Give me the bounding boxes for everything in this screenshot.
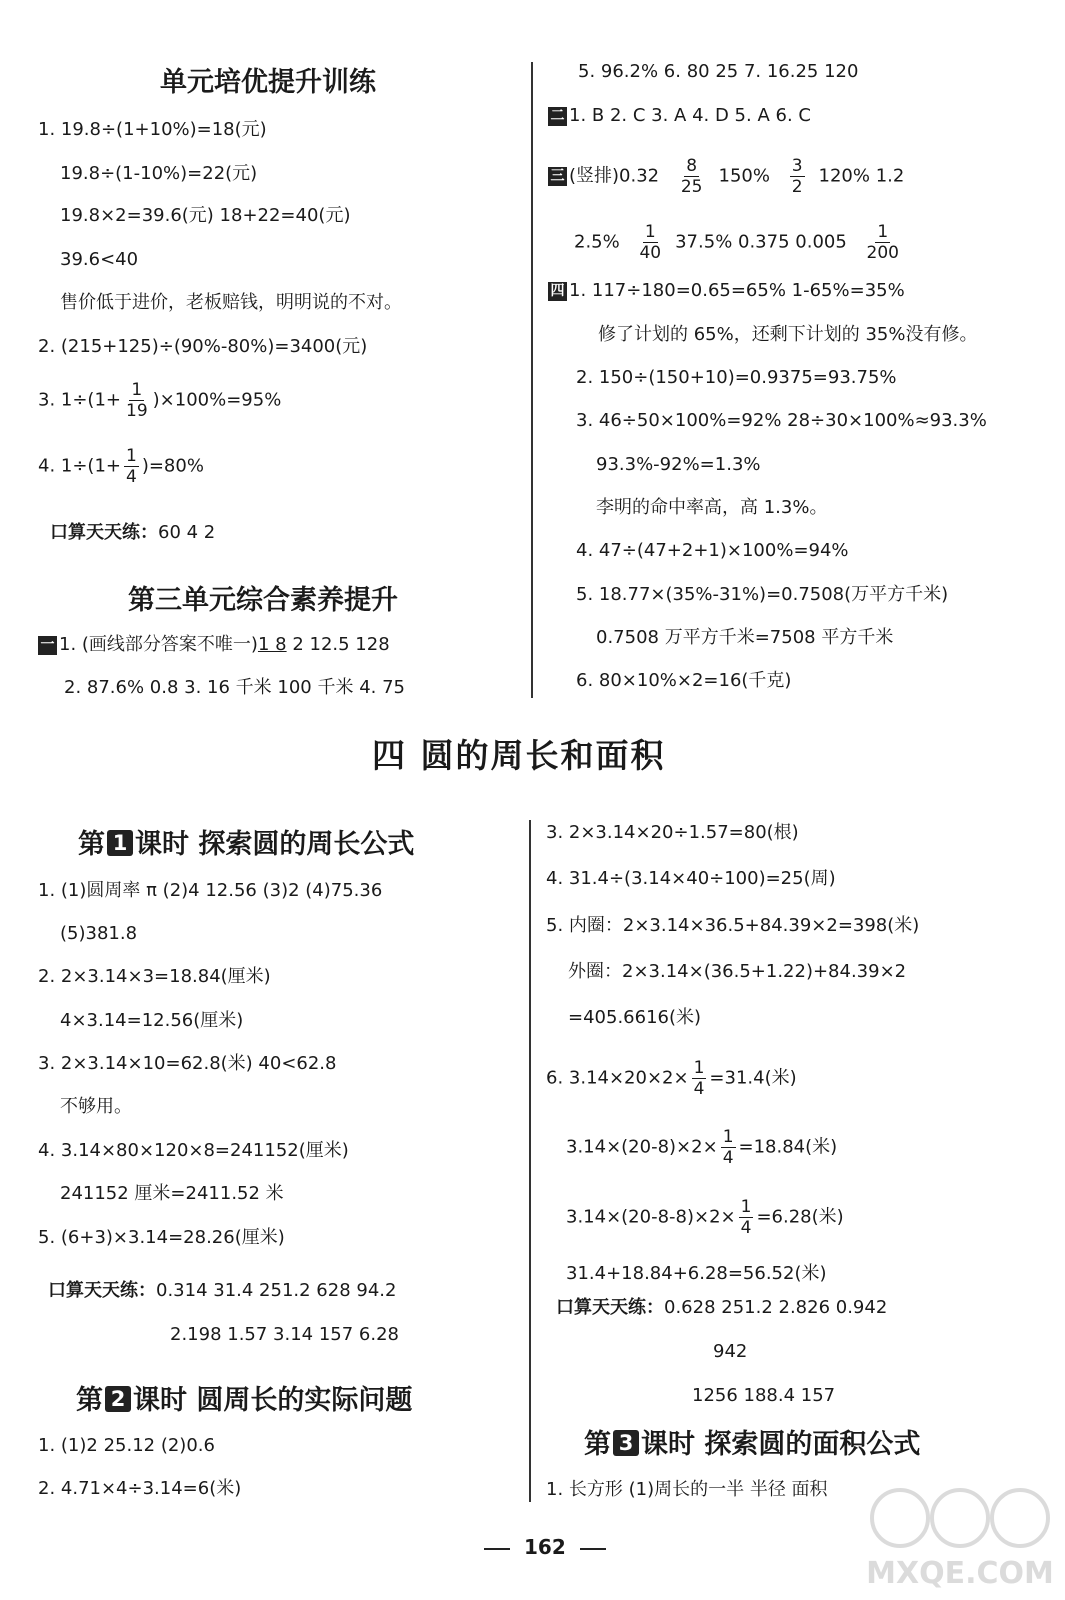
answer-line: 四 1. 117÷180=0.65=65% 1-65%=35% [548, 279, 905, 303]
answer-line-fraction: 6. 3.14×20×2× $\frac{1}{4}$ =31.4(米) [546, 1058, 797, 1099]
answer-line: 4. 3.14×80×120×8=241152(厘米) [38, 1140, 349, 1161]
answer-line-fraction: 3.14×(20-8)×2× $\frac{1}{4}$ =18.84(米) [566, 1127, 838, 1168]
fraction: $\frac{3}{2}$ [791, 156, 803, 197]
answer-line: 5. (6+3)×3.14=28.26(厘米) [38, 1227, 285, 1248]
answer-line: 4. 31.4÷(3.14×40÷100)=25(周) [546, 868, 836, 889]
lesson-title-2: 第 2 课时 圆周长的实际问题 [76, 1385, 413, 1416]
answer-line: 1. 19.8÷(1+10%)=18(元) [38, 119, 267, 140]
answer-line: 一 1. (画线部分答案不唯一)1 8 2 12.5 128 [38, 633, 390, 657]
answer-line: 1. (1)圆周率 π (2)4 12.56 (3)2 (4)75.36 [38, 880, 383, 901]
answer-line: 5. 18.77×(35%-31%)=0.7508(万平方千米) [576, 584, 949, 605]
answer-line: 2. (215+125)÷(90%-80%)=3400(元) [38, 336, 368, 357]
section-title-unit-training: 单元培优提升训练 [160, 67, 376, 98]
answer-line-fraction: 2.5% $\frac{1}{40}$ 37.5% 0.375 0.005 $\frac{1}{200}$ [574, 222, 899, 263]
lesson-number-box: 2 [105, 1386, 131, 1412]
mental-math-line: 2.198 1.57 3.14 157 6.28 [170, 1324, 400, 1345]
answer-line: 19.8×2=39.6(元) 18+22=40(元) [60, 205, 351, 226]
watermark-logo-icon [860, 1478, 1060, 1598]
answer-line-fraction: 4. 1÷(1+ $\frac{1}{4}$ )=80% [38, 446, 204, 487]
section-number-box: 四 [548, 282, 567, 301]
mental-math-line: 口算天天练：60 4 2 [50, 522, 216, 543]
answer-line: 39.6<40 [60, 249, 139, 270]
answer-line: =405.6616(米) [568, 1007, 702, 1028]
answer-line: 外圈：2×3.14×(36.5+1.22)+84.39×2 [568, 961, 907, 982]
answer-line: 6. 80×10%×2=16(千克) [576, 670, 792, 691]
fraction: $\frac{1}{200}$ [866, 222, 899, 263]
fraction: $\frac{1}{4}$ [693, 1058, 705, 1099]
answer-line: 3. 46÷50×100%=92% 28÷30×100%≈93.3% [576, 410, 987, 431]
answer-line: 5. 内圈：2×3.14×36.5+84.39×2=398(米) [546, 915, 920, 936]
answer-line: 19.8÷(1-10%)=22(元) [60, 163, 258, 184]
answer-line: 2. 150÷(150+10)=0.9375=93.75% [576, 367, 897, 388]
section-title-unit3: 第三单元综合素养提升 [128, 585, 398, 616]
section-number-box: 一 [38, 636, 57, 655]
fraction: $\frac{8}{25}$ [680, 156, 703, 197]
section-number-box: 二 [548, 107, 567, 126]
answer-line: 3. 2×3.14×20÷1.57=80(根) [546, 822, 799, 843]
answer-line: 二 1. B 2. C 3. A 4. D 5. A 6. C [548, 104, 811, 128]
answer-line: 售价低于进价，老板赔钱，明明说的不对。 [60, 292, 402, 313]
answer-line-fraction: 3. 1÷(1+ $\frac{1}{19}$ )×100%=95% [38, 380, 282, 421]
answer-line: 2. 87.6% 0.8 3. 16 千米 100 千米 4. 75 [64, 677, 405, 698]
mental-math-line: 口算天天练：0.628 251.2 2.826 0.942 [556, 1297, 888, 1318]
column-divider [529, 820, 531, 1502]
answer-line: 93.3%-92%=1.3% [596, 454, 761, 475]
lesson-number-box: 1 [107, 830, 133, 856]
fraction: $\frac{1}{4}$ [126, 446, 137, 487]
mental-math-line: 口算天天练：0.314 31.4 251.2 628 94.2 [48, 1280, 397, 1301]
fraction: $\frac{1}{4}$ [740, 1197, 752, 1238]
answer-line: 5. 96.2% 6. 80 25 7. 16.25 120 [578, 61, 859, 82]
answer-line: (5)381.8 [60, 923, 138, 944]
answer-line-fraction: 3.14×(20-8-8)×2× $\frac{1}{4}$ =6.28(米) [566, 1197, 844, 1238]
answer-line: 31.4+18.84+6.28=56.52(米) [566, 1263, 827, 1284]
column-divider [531, 62, 533, 698]
lesson-title-3: 第 3 课时 探索圆的面积公式 [584, 1429, 921, 1460]
answer-line: 241152 厘米=2411.52 米 [60, 1183, 284, 1204]
answer-line: 李明的命中率高，高 1.3%。 [596, 497, 828, 518]
answer-line: 2. 4.71×4÷3.14=6(米) [38, 1478, 242, 1499]
answer-line: 1. 长方形 (1)周长的一半 半径 面积 [546, 1479, 828, 1500]
answer-line: 2. 2×3.14×3=18.84(厘米) [38, 966, 271, 987]
answer-line: 不够用。 [60, 1096, 132, 1117]
watermark-text: MXQE.COM [866, 1556, 1054, 1591]
fraction: $\frac{1}{4}$ [722, 1127, 734, 1168]
fraction: $\frac{1}{40}$ [639, 222, 662, 263]
lesson-number-box: 3 [613, 1430, 639, 1456]
answer-line: 1. (1)2 25.12 (2)0.6 [38, 1435, 215, 1456]
answer-line: 4×3.14=12.56(厘米) [60, 1010, 244, 1031]
answer-line: 4. 47÷(47+2+1)×100%=94% [576, 540, 849, 561]
mental-math-line: 1256 188.4 157 [692, 1385, 836, 1406]
chapter-title: 四 圆的周长和面积 [372, 736, 666, 775]
answer-line: 修了计划的 65%，还剩下计划的 35%没有修。 [598, 324, 978, 345]
mental-math-line: 942 [713, 1341, 748, 1362]
answer-line-fraction: 三 (竖排)0.32 $\frac{8}{25}$ 150% $\frac{3}{2}$ 120% 1.2 [548, 156, 904, 197]
answer-line: 3. 2×3.14×10=62.8(米) 40<62.8 [38, 1053, 337, 1074]
fraction: $\frac{1}{19}$ [126, 380, 148, 421]
lesson-title-1: 第 1 课时 探索圆的周长公式 [78, 829, 415, 860]
page-number: 162 [470, 1535, 620, 1559]
answer-line: 0.7508 万平方千米=7508 平方千米 [596, 627, 894, 648]
section-number-box: 三 [548, 167, 567, 186]
